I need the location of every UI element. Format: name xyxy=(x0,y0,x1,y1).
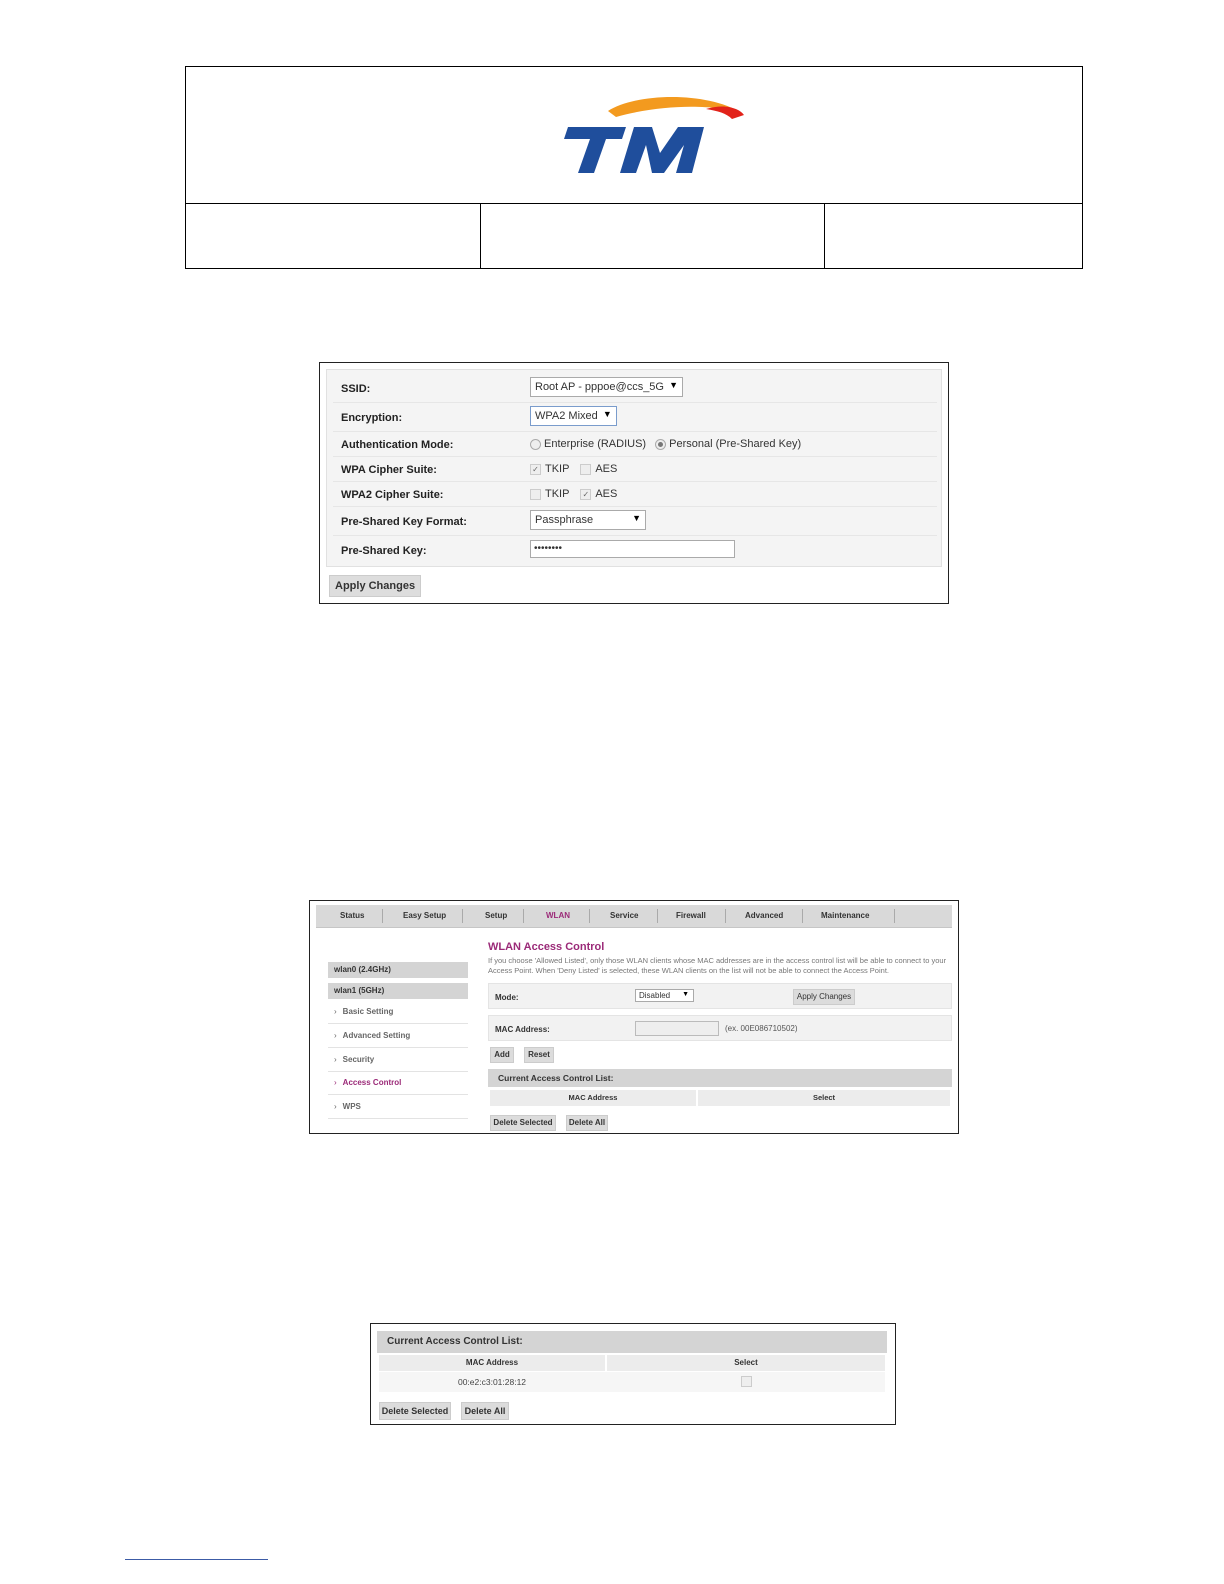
mode-row xyxy=(488,983,952,1009)
chevron-right-icon: › xyxy=(334,1055,337,1064)
psk-label: Pre-Shared Key: xyxy=(341,545,427,557)
sidebar-item-label: Advanced Setting xyxy=(342,1031,411,1040)
wpa-aes-label: AES xyxy=(595,463,618,475)
ssid-value: Root AP - pppoe@ccs_5G xyxy=(535,381,664,393)
mode-label: Mode: xyxy=(495,993,519,1002)
psk-format-value: Passphrase xyxy=(535,514,594,526)
mode-select[interactable] xyxy=(635,989,694,1002)
header-cell-3 xyxy=(825,203,1082,269)
personal-radio-label: Personal (Pre-Shared Key) xyxy=(669,438,802,450)
mac-address-input[interactable] xyxy=(635,1021,719,1036)
delete-selected-button[interactable]: Delete Selected xyxy=(490,1115,556,1131)
chevron-right-icon: › xyxy=(334,1031,337,1040)
enterprise-radio[interactable] xyxy=(530,439,541,450)
footer-rule xyxy=(125,1559,268,1560)
delete-selected-button[interactable]: Delete Selected xyxy=(379,1402,451,1420)
nav-wlan[interactable]: WLAN xyxy=(546,911,570,920)
mac-hint: (ex. 00E086710502) xyxy=(725,1024,798,1033)
apply-changes-button[interactable]: Apply Changes xyxy=(793,989,855,1005)
header-cell-1 xyxy=(186,203,481,269)
nav-firewall[interactable]: Firewall xyxy=(676,911,706,920)
psk-format-select[interactable] xyxy=(530,510,646,530)
sidebar-item-basic-setting[interactable] xyxy=(328,1002,468,1024)
logo-row xyxy=(186,67,1082,204)
sidebar-item-wps[interactable] xyxy=(328,1097,468,1119)
ssid-label: SSID: xyxy=(341,383,371,395)
chevron-right-icon: › xyxy=(334,1007,337,1016)
wpa2-tkip-label: TKIP xyxy=(545,488,570,500)
mac-row xyxy=(488,1015,952,1041)
header-cell-2 xyxy=(481,203,825,269)
reset-button[interactable]: Reset xyxy=(524,1047,554,1063)
psk-format-row xyxy=(333,507,937,536)
nav-maintenance[interactable]: Maintenance xyxy=(821,911,870,920)
encryption-row xyxy=(333,403,937,432)
wpa-tkip-checkbox[interactable]: ✓ xyxy=(530,464,541,475)
add-button[interactable]: Add xyxy=(490,1047,514,1063)
chevron-right-icon: › xyxy=(334,1078,337,1087)
sidebar-item-label: Access Control xyxy=(342,1078,402,1087)
sidebar-group-wlan1[interactable]: wlan1 (5GHz) xyxy=(328,983,468,999)
sidebar-group-wlan0[interactable]: wlan0 (2.4GHz) xyxy=(328,962,468,978)
page-title: WLAN Access Control xyxy=(488,941,605,953)
wpa2-aes-label: AES xyxy=(595,488,618,500)
wlan-access-control-screenshot xyxy=(309,900,959,1134)
dropdown-arrow-icon: ▼ xyxy=(682,991,689,998)
security-panel xyxy=(326,369,942,567)
apply-changes-button[interactable]: Apply Changes xyxy=(329,575,421,597)
auth-mode-label: Authentication Mode: xyxy=(341,439,454,451)
acl-list-screenshot xyxy=(370,1323,896,1425)
col-mac-address: MAC Address xyxy=(490,1090,696,1106)
wpa-cipher-label: WPA Cipher Suite: xyxy=(341,464,437,476)
psk-format-label: Pre-Shared Key Format: xyxy=(341,516,467,528)
ssid-select[interactable] xyxy=(530,377,683,397)
table-row xyxy=(379,1372,885,1392)
wpa-cipher-row xyxy=(333,457,937,482)
dropdown-arrow-icon: ▼ xyxy=(632,513,641,523)
sidebar-item-access-control[interactable] xyxy=(328,1073,468,1095)
delete-all-button[interactable]: Delete All xyxy=(566,1115,608,1131)
ssid-row xyxy=(333,374,937,403)
nav-setup[interactable]: Setup xyxy=(485,911,508,920)
psk-input[interactable]: •••••••• xyxy=(530,540,735,558)
nav-service[interactable]: Service xyxy=(610,911,639,920)
acl-list-title: Current Access Control List: xyxy=(488,1069,952,1087)
mode-value: Disabled xyxy=(639,991,671,1000)
document-header xyxy=(185,66,1083,269)
row-select-checkbox[interactable] xyxy=(741,1376,752,1387)
wpa2-cipher-row xyxy=(333,482,937,507)
nav-advanced[interactable]: Advanced xyxy=(745,911,784,920)
encryption-label: Encryption: xyxy=(341,412,403,424)
auth-mode-row xyxy=(333,432,937,457)
personal-radio[interactable] xyxy=(655,439,666,450)
col-select: Select xyxy=(607,1355,885,1371)
wpa2-cipher-label: WPA2 Cipher Suite: xyxy=(341,489,444,501)
sidebar-item-label: Basic Setting xyxy=(342,1007,394,1016)
delete-all-button[interactable]: Delete All xyxy=(461,1402,509,1420)
enterprise-radio-label: Enterprise (RADIUS) xyxy=(544,438,647,450)
encryption-select[interactable] xyxy=(530,406,617,426)
top-nav xyxy=(316,905,952,928)
sidebar-item-label: Security xyxy=(342,1055,375,1064)
psk-row xyxy=(333,536,937,564)
page-description: If you choose 'Allowed Listed', only those WLAN clients whose MAC addresses are in the access control list will be able to connect to your Access Point. When 'Deny Listed' is selected, these WLAN clients on the list will not be able to connect the Access Point. xyxy=(488,956,947,975)
sidebar-item-label: WPS xyxy=(342,1102,361,1111)
sidebar-item-advanced-setting[interactable] xyxy=(328,1026,468,1048)
security-settings-screenshot xyxy=(319,362,949,604)
chevron-right-icon: › xyxy=(334,1102,337,1111)
wpa2-aes-checkbox[interactable]: ✓ xyxy=(580,489,591,500)
col-mac-address: MAC Address xyxy=(379,1355,605,1371)
dropdown-arrow-icon: ▼ xyxy=(602,409,612,419)
mac-label: MAC Address: xyxy=(495,1025,550,1034)
dropdown-arrow-icon: ▼ xyxy=(669,380,678,390)
nav-easy-setup[interactable]: Easy Setup xyxy=(403,911,447,920)
encryption-value: WPA2 Mixed xyxy=(535,410,598,422)
acl-list-title: Current Access Control List: xyxy=(377,1331,887,1353)
mac-cell: 00:e2:c3:01:28:12 xyxy=(457,1377,527,1387)
col-select: Select xyxy=(698,1090,950,1106)
nav-status[interactable]: Status xyxy=(340,911,365,920)
wpa-aes-checkbox[interactable] xyxy=(580,464,591,475)
sidebar-item-security[interactable] xyxy=(328,1050,468,1072)
wpa-tkip-label: TKIP xyxy=(545,463,570,475)
wpa2-tkip-checkbox[interactable] xyxy=(530,489,541,500)
tm-logo xyxy=(556,97,746,177)
